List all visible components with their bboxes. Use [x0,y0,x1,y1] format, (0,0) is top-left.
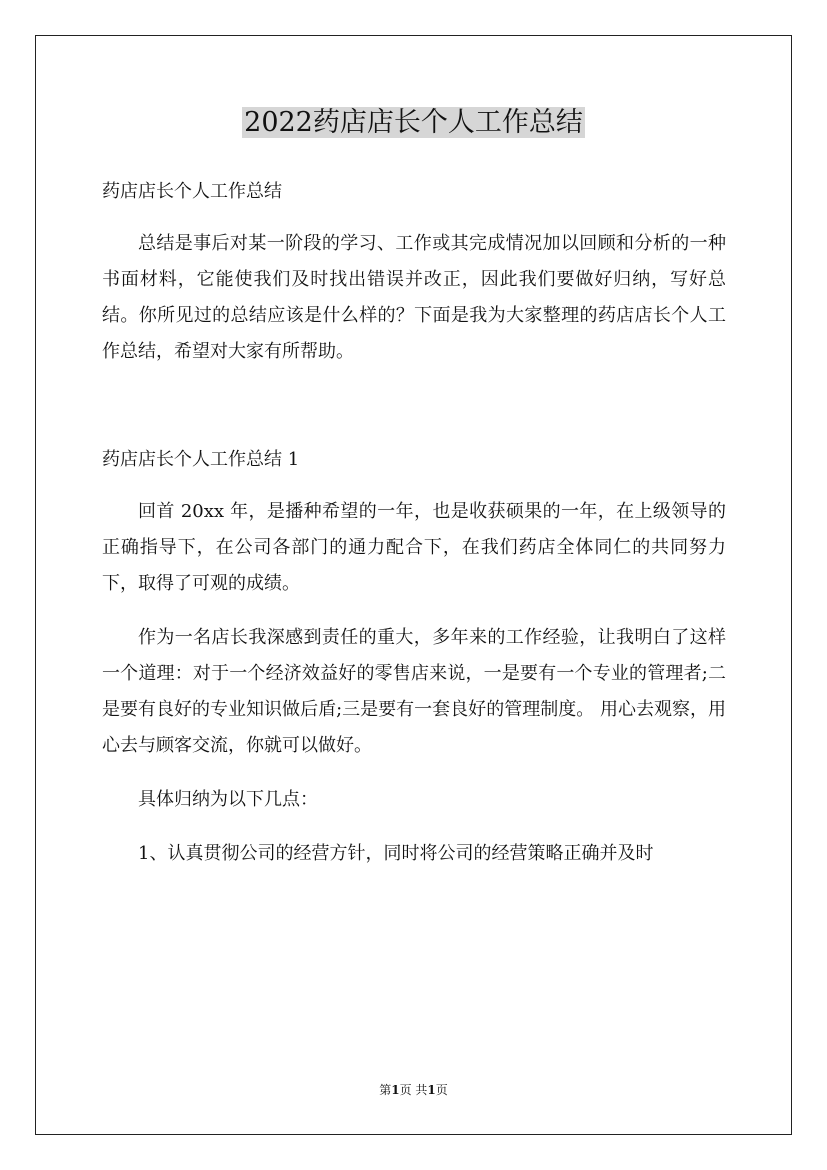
footer-page-current: 1 [391,1083,400,1097]
section1-paragraph-4: 1、认真贯彻公司的经营方针，同时将公司的经营策略正确并及时 [138,843,654,864]
footer-page-mid: 页 共 [399,1083,428,1097]
section1-paragraph-3: 具体归纳为以下几点： [138,789,318,810]
intro-paragraph: 总结是事后对某一阶段的学习、工作或其完成情况加以回顾和分析的一种书面材料，它能使我们及时找出错误并改正，因此我们要做好归纳，写好总结。你所见过的总结应该是什么样的？下面是我为大家整理的药店店长个人工作总结，希望对大家有所帮助。 [102,233,726,362]
section1-paragraph-2: 作为一名店长我深感到责任的重大，多年来的工作经验，让我明白了这样一个道理：对于一个经济效益好的零售店来说，一是要有一个专业的管理者;二是要有良好的专业知识做后盾;三是要有一套良好的管理制度。 用心去观察，用心去与顾客交流，你就可以做好。 [102,627,726,756]
page-footer [0,1082,827,1098]
intro-heading: 药店店长个人工作总结 [102,181,282,202]
document-body [102,174,726,872]
section1-paragraph-1: 回首 20xx 年，是播种希望的一年，也是收获硕果的一年，在上级领导的正确指导下，在公司各部门的通力配合下，在我们药店全体同仁的共同努力下，取得了可观的成绩。 [102,501,726,594]
section1-heading: 药店店长个人工作总结 1 [102,449,300,470]
document-title-text: 2022药店店长个人工作总结 [244,107,583,138]
document-title [0,104,827,142]
footer-page-total: 1 [427,1083,436,1097]
footer-page-prefix: 第 [379,1083,392,1097]
footer-page-suffix: 页 [435,1083,448,1097]
